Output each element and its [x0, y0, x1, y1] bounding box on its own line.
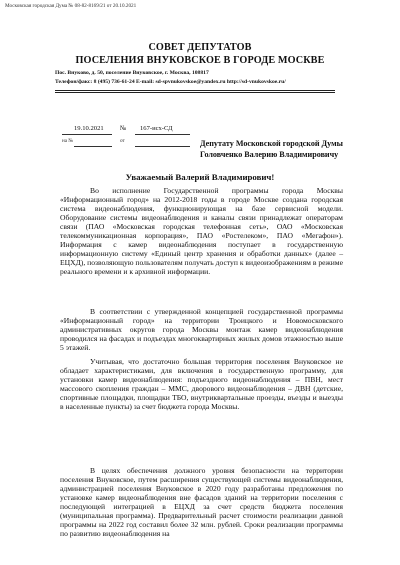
registration-stamp: Московская городская Дума № 08-82-8169/21 от 20.10.2021 — [5, 3, 137, 9]
from-label: от — [120, 138, 125, 144]
header-rule-thin — [55, 92, 335, 93]
contact-line: Телефон/факс: 8 (495) 736-61-24 E-mail: sd-spvnukovskoe@yandex.ru http://sd-vnukovskoe.ru/ — [55, 79, 286, 85]
ref-underline — [74, 146, 112, 147]
paragraph-text: В целях обеспечения должного уровня безопасности на территории поселения Внуковское, путем расширения существующей системы видеонаблюдения, администрацией поселения Внуковское в 2020 году разработаны предложения по установке камер видеонаблюдения вне фасадов зданий на территории поселения с последующей интеграцией в ЕЦХД за счет средств бюджета поселения (муниципальная программа). Предварительный расчет стоимости реализации данной программы на 2022 год составил более 32 млн. рублей. Сроки реализации программы по развитию видеонаблюдения на — [60, 466, 343, 539]
council-title: СОВЕТ ДЕПУТАТОВ — [148, 42, 252, 53]
addressee-block — [200, 138, 390, 160]
paragraph-4 — [60, 466, 343, 538]
paragraph-text: Учитывая, что достаточно большая территория поселения Внуковское не обладает характеристиками, для включения в государственную программу, для установки камер видеонаблюдения: подъездного видеонаблюдения – ПВН, мест массового скопления граждан – ММС, дворового видеонаблюдения – ДВН (детские, спортивные площадки, площадки ТБО, внутриквартальные проезды, въезды и выезды в населенные пункты) за счет бюджета города Москвы. — [60, 357, 343, 412]
paragraph-3 — [60, 357, 343, 411]
postal-address: Пос. Внуково, д. 50, поселение Внуковское, г. Москва, 108817 — [55, 70, 209, 76]
paragraph-2 — [60, 307, 343, 352]
addressee-name: Головченко Валерию Владимировичу — [200, 150, 339, 159]
ref-label: на № — [62, 138, 74, 144]
addressee-position: Депутату Московской городской Думы — [200, 139, 343, 148]
outgoing-date: 19.10.2021 — [74, 125, 104, 132]
from-underline — [135, 146, 190, 147]
number-label: № — [120, 125, 127, 132]
settlement-title: ПОСЕЛЕНИЯ ВНУКОВСКОЕ В ГОРОДЕ МОСКВЕ — [75, 55, 325, 66]
paragraph-text: Во исполнение Государственной программы города Москвы «Информационный город» на 2012-2018 годы в городе Москве создана городская система видеонаблюдения, функционирующая на базе сервисной модели. Оборудование системы видеонаблюдения и каналы связи принадлежат операторам связи (ПАО «Московская городская телефонная сеть», ОАО «Московская телекоммуникационная корпорация», ПАО «Ростелеком», ПАО «Мегафон»). Информация с камер видеонаблюдения поступает в государственную информационную систему «Единый центр хранения и обработки данных» (далее – ЕЦХД), позволяющую пользователям получать доступ к видеоизображениям в режиме реального времени и к архивной информации. — [60, 186, 343, 277]
greeting: Уважаемый Валерий Владимирович! — [125, 172, 275, 182]
header-rule — [55, 90, 335, 91]
paragraph-text: В соответствии с утвержденной концепцией государственной программы «Информационный город» на территории Троицкого и Новомосковского административных округов города Москвы монтаж камер видеонаблюдения проводился на фасадах и подъездах многоквартирных жилых домов этажностью выше 5 этажей. — [60, 307, 343, 353]
paragraph-1 — [60, 186, 343, 276]
date-underline — [62, 134, 112, 135]
outgoing-number: 167-исх-СД — [140, 125, 173, 132]
number-underline — [135, 134, 190, 135]
